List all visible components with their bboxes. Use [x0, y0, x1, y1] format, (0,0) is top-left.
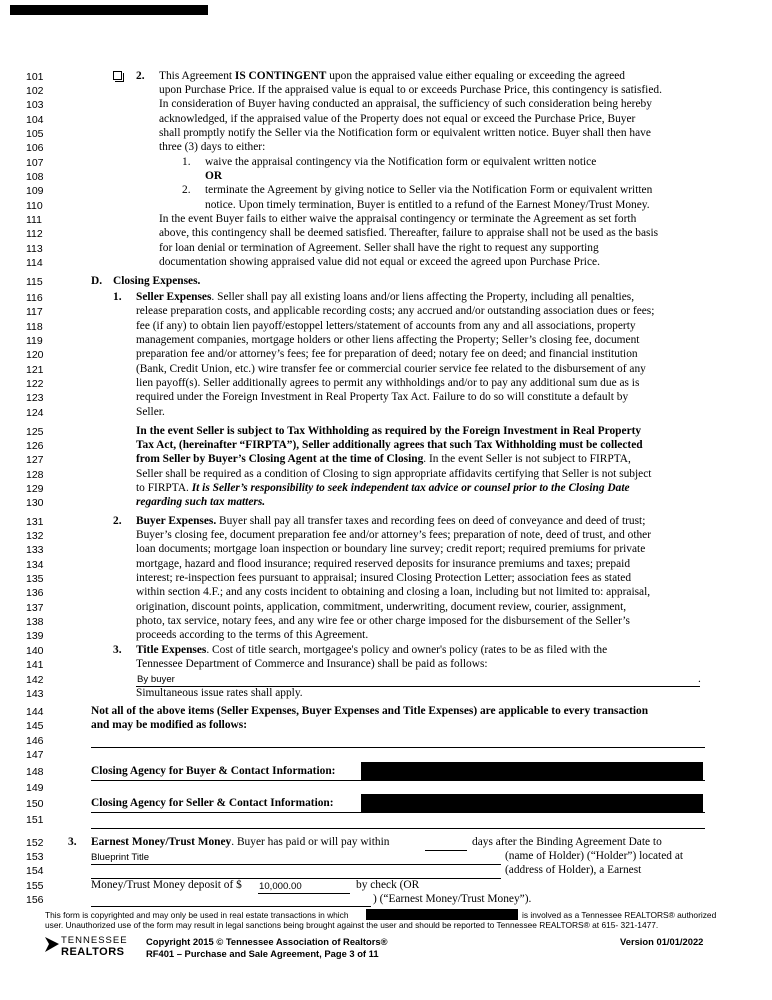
contingency-line: for loan denial or termination of Agreement. Seller shall have the right to request any supporting [159, 242, 599, 254]
line-number: 156 [26, 894, 44, 906]
redacted-licensee [366, 909, 518, 920]
firpta-line: Tax Act, (hereinafter “FIRPTA”), Seller additionally agrees that such Tax Withholding must be collected [136, 439, 643, 451]
line-number: 104 [26, 114, 44, 126]
option-text: terminate the Agreement by giving notice to Seller via the Notification Form or equivalent written [205, 184, 653, 196]
firpta-line: In the event Seller is subject to Tax Withholding as required by the Foreign Investment in Real Property [136, 425, 642, 437]
earnest-money-line: Earnest Money/Trust Money. Buyer has paid or will pay within [91, 836, 390, 848]
line-number: 118 [26, 321, 43, 333]
buyer-expenses-line: origination, discount points, application, commitment, underwriting, document review, courier, assignment, [136, 601, 627, 613]
line-number: 146 [26, 735, 44, 747]
item-number: 1. [113, 291, 122, 303]
line-number: 129 [26, 483, 44, 495]
firpta-line: to FIRPTA. It is Seller’s responsibility to seek independent tax advice or counsel prior to the Closing Date [136, 482, 630, 494]
line-number: 144 [26, 706, 44, 718]
seller-expenses-line: required under the Foreign Investment in Real Property Tax Act. Failure to do so will constitute a default by [136, 391, 629, 403]
seller-expenses-line: fee (if any) to obtain lien payoff/estoppel letters/statement of accounts from any and all associations, property [136, 320, 636, 332]
copyright-notice: is involved as a Tennessee REALTORS® authorized [522, 910, 717, 920]
contingency-line: documentation showing appraised value did not equal or exceed the agreed upon Purchase Price. [159, 256, 600, 268]
contingency-line: This Agreement IS CONTINGENT upon the appraised value either equaling or exceeding the agreed [159, 70, 625, 82]
earnest-money-line: (address of Holder), a Earnest [505, 864, 642, 876]
buyer-expenses-line: interest; re-inspection fees pursuant to appraisal; insured Closing Protection Letter; association fees as stated [136, 572, 632, 584]
line-number: 114 [26, 257, 43, 269]
line-number: 120 [26, 349, 44, 361]
line-number: 111 [26, 214, 42, 226]
copyright-notice: user. Unauthorized use of the form may result in legal sanctions being brought against the user and should be reported to Tennessee REALTORS® at 615- 321-1477. [45, 920, 659, 930]
copyright-line: Copyright 2015 © Tennessee Association of Realtors® [146, 936, 388, 947]
buyer-agency-underline [91, 780, 705, 781]
line-number: 103 [26, 99, 44, 111]
line-number: 136 [26, 587, 44, 599]
seller-expenses-line: Seller Expenses. Seller shall pay all existing loans and/or liens affecting the Property, including all penalties, [136, 291, 635, 303]
contingency-line: shall promptly notify the Seller via the Notification form or equivalent written notice. Buyer shall then have [159, 127, 651, 139]
option-text: waive the appraisal contingency via the Notification form or equivalent written notice [205, 156, 597, 168]
period: . [698, 673, 701, 685]
line-number: 149 [26, 782, 44, 794]
line-number: 119 [26, 335, 43, 347]
seller-agency-label: Closing Agency for Seller & Contact Information: [91, 797, 334, 809]
buyer-expenses-line: photo, tax service, notary fees, and any wire fee or other charge imposed for the disbursement of the Seller’s [136, 615, 630, 627]
form-title: RF401 – Purchase and Sale Agreement, Page 3 of 11 [146, 948, 379, 959]
seller-expenses-line: management companies, mortgage holders or other liens affecting the Property; Seller’s closing fee, document [136, 334, 640, 346]
line-number: 116 [26, 292, 43, 304]
line-number: 153 [26, 851, 44, 863]
firpta-line: from Seller by Buyer’s Closing Agent at the time of Closing. In the event Seller is not subject to FIRPTA, [136, 453, 631, 465]
modification-note: Not all of the above items (Seller Expenses, Buyer Expenses and Title Expenses) are applicable to every transaction [91, 705, 649, 717]
line-number: 135 [26, 573, 44, 585]
title-expenses-field[interactable]: By buyer [137, 674, 175, 685]
buyer-expenses-line: proceeds according to the terms of this Agreement. [136, 629, 369, 641]
line-number: 106 [26, 142, 44, 154]
deposit-amount-field[interactable]: 10,000.00 [259, 881, 302, 892]
buyer-expenses-line: mortgage, hazard and flood insurance; required reserved deposits for insurance premiums and taxes; prepaid [136, 558, 631, 570]
item-number: 2. [113, 515, 122, 527]
line-number: 148 [26, 766, 44, 778]
line-number: 127 [26, 454, 44, 466]
line-number: 101 [26, 71, 44, 83]
line-number: 132 [26, 530, 44, 542]
line-number: 109 [26, 185, 44, 197]
line-number: 126 [26, 440, 44, 452]
line-number: 138 [26, 616, 44, 628]
buyer-expenses-line: loan documents; mortgage loan inspection or boundary line survey; credit report; required premiums for private [136, 543, 646, 555]
modification-note: and may be modified as follows: [91, 719, 247, 731]
line-number: 154 [26, 865, 44, 877]
line-number: 137 [26, 602, 44, 614]
contingency-line: above, this contingency shall be deemed satisfied. Thereafter, failure to appraise shall not be used as the basis [159, 227, 659, 239]
checkbox-icon[interactable] [113, 71, 122, 80]
title-expenses-line: Title Expenses. Cost of title search, mortgagee's policy and owner's policy (rates to be as filed with the [136, 644, 608, 656]
line-number: 105 [26, 128, 44, 140]
line-number: 151 [26, 814, 44, 826]
days-field[interactable] [425, 850, 467, 851]
redacted-seller-agency [361, 794, 703, 812]
redacted-buyer-agency [361, 762, 703, 780]
buyer-expenses-line: within section 4.F.; and any costs incident to obtaining and closing a loan, including but not limited to: appraisal, [136, 586, 651, 598]
line-number: 112 [26, 228, 43, 240]
line-number: 128 [26, 469, 44, 481]
seller-expenses-line: (Bank, Credit Union, etc.) wire transfer fee or commercial courier service fee related to the disbursement of any [136, 363, 646, 375]
earnest-money-line: Money/Trust Money deposit of $ [91, 879, 242, 891]
deposit-amount-underline [258, 893, 350, 894]
line-number: 139 [26, 630, 44, 642]
option-text: notice. Upon timely termination, Buyer is entitled to a refund of the Earnest Money/Trust Money. [205, 199, 650, 211]
line-number: 115 [26, 276, 43, 288]
line-number: 113 [26, 243, 43, 255]
line-number: 150 [26, 798, 44, 810]
line-number: 134 [26, 559, 44, 571]
firpta-line: regarding such tax matters. [136, 496, 266, 508]
item-number: 2. [136, 70, 145, 82]
seller-expenses-line: preparation fee and/or attorney’s fees; fee for preparation of deed; notary fee on deed; and financial institution [136, 348, 638, 360]
copyright-notice: This form is copyrighted and may only be used in real estate transactions in which [45, 910, 349, 920]
seller-expenses-line: release preparation costs, and applicable recording costs; any accrued and/or outstanding association dues or fees; [136, 305, 655, 317]
blank-line[interactable] [91, 747, 705, 748]
line-number: 124 [26, 407, 44, 419]
or-label: OR [205, 170, 223, 182]
title-expenses-line: Tennessee Department of Commerce and Insurance) shall be paid as follows: [136, 658, 488, 670]
line-number: 110 [26, 200, 43, 212]
line-number: 108 [26, 171, 44, 183]
section-title: Closing Expenses. [113, 275, 201, 287]
line-number: 123 [26, 392, 44, 404]
line-number: 133 [26, 544, 44, 556]
line-number: 102 [26, 85, 44, 97]
buyer-expenses-line: Buyer Expenses. Buyer shall pay all transfer taxes and recording fees on deed of conveyance and deed of trust; [136, 515, 646, 527]
earnest-money-line: days after the Binding Agreement Date to [472, 836, 662, 848]
line-number: 155 [26, 880, 44, 892]
seller-expenses-line: lien payoff(s). Seller additionally agrees to permit any withholdings and/or to pay any additional sum due as is [136, 377, 640, 389]
earnest-money-line: ) (“Earnest Money/Trust Money”). [373, 893, 532, 905]
holder-underline [91, 864, 501, 865]
earnest-money-line: (name of Holder) (“Holder”) located at [505, 850, 684, 862]
firpta-line: Seller shall be required as a condition of Closing to sign appropriate affidavits certifying that Seller is not subject [136, 468, 652, 480]
holder-name-field[interactable]: Blueprint Title [91, 852, 150, 863]
seller-expenses-line: Seller. [136, 406, 165, 418]
line-number: 145 [26, 720, 44, 732]
line-number: 121 [26, 364, 44, 376]
contingency-line: In the event Buyer fails to either waive the appraisal contingency or terminate the Agreement as set forth [159, 213, 637, 225]
contingency-line: In consideration of Buyer having conducted an appraisal, the sufficiency of such consideration being hereby [159, 98, 652, 110]
redacted-header [10, 5, 208, 15]
line-number: 107 [26, 157, 44, 169]
logo-text-bottom: REALTORS [61, 946, 125, 958]
item-number: 3. [113, 644, 122, 656]
line-number: 117 [26, 306, 43, 318]
item-number: 3. [68, 836, 77, 848]
logo-text-top: TENNESSEE [61, 935, 128, 946]
contingency-line: upon Purchase Price. If the appraised value is equal to or exceeds Purchase Price, this contingency is satisfied. [159, 84, 662, 96]
line-number: 147 [26, 749, 44, 761]
buyer-expenses-line: Buyer’s closing fee, document preparation fee and/or attorney’s fees; preparation of note, deed of trust, and other [136, 529, 652, 541]
buyer-agency-label: Closing Agency for Buyer & Contact Information: [91, 765, 336, 777]
contingency-line: acknowledged, if the appraised value of the Property does not equal or exceed the Purchase Price, Buyer [159, 113, 636, 125]
line-number: 130 [26, 497, 44, 509]
line-number: 125 [26, 426, 44, 438]
line-number: 152 [26, 837, 44, 849]
payment-method-field[interactable] [91, 906, 371, 907]
option-number: 1. [182, 156, 191, 168]
tennessee-realtors-logo-icon [44, 935, 60, 953]
section-label: D. [91, 275, 103, 287]
line-number: 131 [26, 516, 44, 528]
line-number: 140 [26, 645, 44, 657]
earnest-money-line: by check (OR [356, 879, 420, 891]
title-expenses-line: Simultaneous issue rates shall apply. [136, 687, 303, 699]
contingency-line: three (3) days to either: [159, 141, 266, 153]
line-number: 143 [26, 688, 44, 700]
option-number: 2. [182, 184, 191, 196]
line-number: 141 [26, 659, 44, 671]
blank-line[interactable] [91, 828, 705, 829]
seller-agency-underline [91, 812, 705, 813]
version-label: Version 01/01/2022 [620, 936, 704, 947]
line-number: 122 [26, 378, 44, 390]
line-number: 142 [26, 674, 44, 686]
